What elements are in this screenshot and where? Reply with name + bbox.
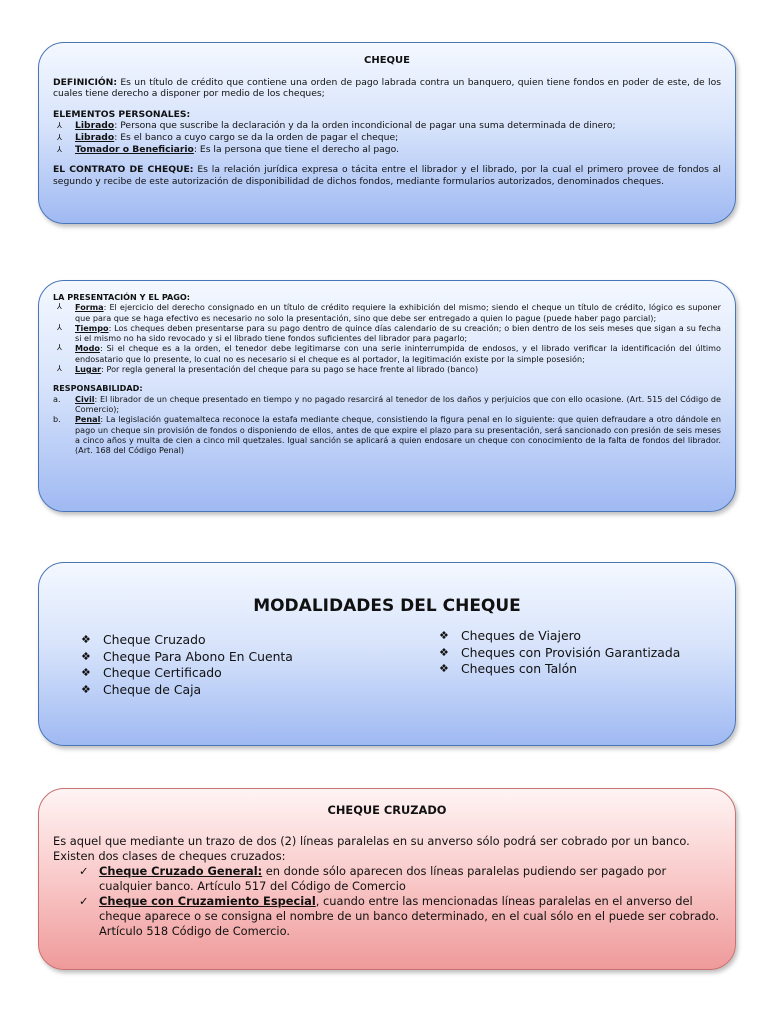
term: Cheque Cruzado General:	[99, 864, 263, 878]
modalidades-list-left	[53, 632, 411, 698]
description: : Persona que suscribe la declaración y da la orden incondicional de pagar una suma determinada de dinero;	[114, 120, 616, 132]
list-item	[53, 120, 721, 132]
arrowhead-bullet-icon: ⅄	[57, 121, 62, 131]
list-item	[53, 894, 721, 939]
item-label: Cheques de Viajero	[461, 628, 581, 643]
arrowhead-bullet-icon: ⅄	[57, 364, 62, 374]
list-marker: a.	[53, 393, 61, 404]
term: Forma	[75, 302, 104, 313]
list-item	[439, 645, 680, 662]
cheque-title: CHEQUE	[364, 55, 410, 66]
description: : Los cheques deben presentarse para su pago dentro de quince días calendario de su creación; o bien dentro de los seis meses que sigan a su fecha si el mismo no ha sido revocado y si el librado tiene fondos suficientes del librador para pagarlo;	[75, 322, 721, 344]
arrowhead-bullet-icon: ⅄	[57, 132, 62, 142]
description: : Es el banco a cuyo cargo se da la orden de pagar el cheque;	[114, 131, 399, 143]
list-item	[53, 323, 721, 344]
item-label: Cheques con Provisión Garantizada	[461, 644, 681, 660]
definition-text: Es un título de crédito que contiene una orden de pago labrada contra un banquero, quien tiene fondos en poder de este, de los cuales tiene derecho a disponer por medio de los cheques;	[53, 76, 721, 100]
description: : Por regla general la presentación del cheque para su pago se hace frente al librado (banco)	[101, 364, 479, 375]
cruzado-list	[53, 864, 721, 939]
list-item	[81, 665, 411, 682]
responsabilidad-list	[53, 394, 721, 456]
cruzado-intro: Es aquel que mediante un trazo de dos (2) líneas paralelas en su anverso sólo podrá ser cobrado por un banco. Existen dos clases de cheques cruzados:	[53, 834, 690, 863]
item-label: Cheque Cruzado	[103, 632, 206, 647]
arrowhead-bullet-icon: ⅄	[57, 322, 62, 332]
definition-paragraph	[53, 77, 721, 100]
item-label: Cheque Para Abono En Cuenta	[103, 648, 293, 664]
modalidades-title: MODALIDADES DEL CHEQUE	[253, 596, 521, 616]
item-label: Cheque de Caja	[103, 681, 202, 697]
diamond-bullet-icon: ❖	[81, 682, 91, 696]
term: Librado	[75, 120, 115, 132]
contrato-text: Es la relación jurídica expresa o tácita entre el librador y el librado, por la cual el primero provee de fondos al segundo y recibe de este autorización de disponibilidad de dichos fondos, mediante formularios autorizados, denominados cheques.	[53, 164, 721, 187]
item-label: Cheque Certificado	[103, 665, 222, 680]
list-item	[53, 864, 721, 894]
list-item	[53, 414, 721, 455]
description: : La legislación guatemalteca reconoce la estafa mediante cheque, consistiendo la figura penal en lo siguiente: que quien defraudare a otro dándole en pago un cheque sin provisión de fondos o disponiendo de ellos, antes de que expire el plazo para su presentación, será sancionado con presión de seis meses a cinco años y multa de cien a cinco mil quetzales. Igual sanción se aplicará a quien endosare un cheque con conocimiento de la falta de fondos del librador. (Art. 168 del Código Penal)	[75, 414, 721, 456]
description: : El ejercicio del derecho consignado en un título de crédito requiere la exhibición del mismo; siendo el cheque un título de crédito, lógico es suponer que para que se haga efectivo es necesario no solo la presentación, sino que debe ser entregado a quien lo pague (puede haber pago parcial);	[75, 302, 721, 323]
list-item	[439, 661, 680, 678]
list-item	[439, 628, 680, 645]
cheque-cruzado-card	[38, 788, 736, 970]
list-item	[81, 632, 411, 649]
list-marker: b.	[53, 414, 61, 425]
cheque-definition-card	[38, 42, 736, 224]
list-item	[53, 343, 721, 364]
responsabilidad-title: RESPONSABILIDAD:	[53, 383, 143, 394]
arrowhead-bullet-icon: ⅄	[57, 144, 62, 154]
presentacion-card	[38, 280, 736, 512]
list-item	[53, 394, 721, 415]
diamond-bullet-icon: ❖	[81, 633, 91, 646]
description: en donde sólo aparecen dos líneas paralelas pudiendo ser pagado por cualquier banco. Artículo 517 del Código de Comercio	[99, 864, 667, 893]
term: Librado	[75, 131, 115, 143]
checkmark-bullet-icon: ✓	[79, 864, 89, 878]
term: Modo	[75, 343, 100, 354]
list-item	[53, 302, 721, 323]
checkmark-bullet-icon: ✓	[79, 894, 89, 908]
term: Tiempo	[75, 322, 109, 333]
elementos-title: ELEMENTOS PERSONALES:	[53, 108, 191, 120]
term: Civil	[75, 393, 95, 404]
modalidades-card	[38, 562, 736, 746]
diamond-bullet-icon: ❖	[439, 629, 449, 642]
description: : Es la persona que tiene el derecho al pago.	[193, 143, 400, 155]
term: Penal	[75, 414, 101, 425]
description: : El librador de un cheque presentado en tiempo y no pagado resarcirá al tenedor de los daños y perjuicios que con ello ocasione. (Art. 515 del Código de Comercio);	[75, 393, 721, 414]
list-item	[53, 364, 721, 374]
modalidades-list-right	[411, 628, 680, 698]
description: , cuando entre las mencionadas líneas paralelas en el anverso del cheque aparece o se consigna el nombre de un banco determinado, en el cual sólo en el puede ser cobrado. Artículo 518 Código de Comercio.	[99, 894, 720, 938]
cruzado-title: CHEQUE CRUZADO	[327, 803, 447, 817]
term: Lugar	[75, 364, 102, 375]
arrowhead-bullet-icon: ⅄	[57, 302, 62, 312]
description: : Si el cheque es a la orden, el tenedor debe legitimarse con una serie ininterrumpida de endosos, y el librado verificar la identificación del último endosatario que lo presente, lo cual no es necesario si el cheque es al portador, la legitimación existe por la simple posesión;	[75, 343, 721, 364]
list-item	[53, 132, 721, 144]
list-item	[81, 682, 411, 699]
list-item	[81, 649, 411, 666]
item-label: Cheques con Talón	[461, 661, 578, 676]
diamond-bullet-icon: ❖	[439, 645, 449, 659]
presentacion-list	[53, 302, 721, 374]
contrato-paragraph	[53, 164, 721, 187]
definition-label: DEFINICIÓN:	[53, 76, 118, 88]
presentacion-title: LA PRESENTACIÓN Y EL PAGO:	[53, 292, 191, 302]
diamond-bullet-icon: ❖	[439, 662, 449, 675]
diamond-bullet-icon: ❖	[81, 666, 91, 679]
diamond-bullet-icon: ❖	[81, 649, 91, 663]
elementos-list	[53, 120, 721, 155]
term: Tomador o Beneficiario	[75, 143, 194, 155]
arrowhead-bullet-icon: ⅄	[57, 343, 62, 353]
term: Cheque con Cruzamiento Especial	[99, 894, 316, 908]
contrato-label: EL CONTRATO DE CHEQUE:	[53, 164, 194, 176]
list-item	[53, 144, 721, 156]
